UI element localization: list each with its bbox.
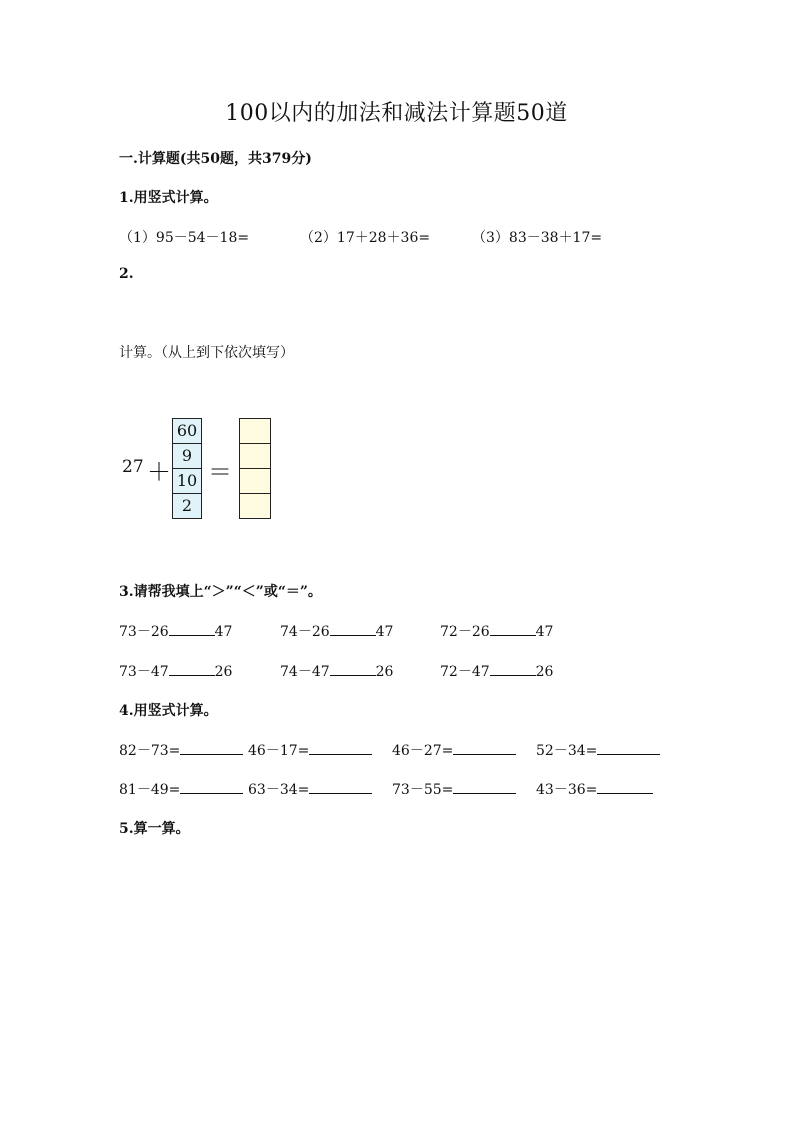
- q1-item: （2）17＋28＋36=: [300, 230, 431, 246]
- calc-expression: 46－17=: [248, 743, 310, 759]
- calc-item: [119, 779, 243, 799]
- q2-instruction: 计算。（从上到下依次填写）: [119, 345, 294, 361]
- compare-right: 26: [375, 664, 394, 680]
- plus-sign: ＋: [147, 458, 171, 486]
- compare-left: 74－26: [280, 624, 330, 640]
- q2-label: 2.: [119, 266, 134, 282]
- compare-right: 47: [535, 624, 554, 640]
- compare-blank[interactable]: [490, 662, 536, 676]
- calc-expression: 52－34=: [536, 743, 598, 759]
- section-header: 一.计算题(共50题，共379分): [119, 151, 312, 167]
- compare-right: 26: [535, 664, 554, 680]
- compare-item: [280, 661, 393, 681]
- calc-item: [392, 740, 516, 760]
- calc-expression: 46－27=: [392, 743, 454, 759]
- answer-blank[interactable]: [309, 780, 372, 794]
- calc-expression: 81－49=: [119, 782, 181, 798]
- answer-blank[interactable]: [597, 780, 653, 794]
- answer-column: [239, 418, 271, 519]
- compare-right: 47: [375, 624, 394, 640]
- calc-expression: 73－55=: [392, 782, 454, 798]
- compare-left: 72－47: [440, 664, 490, 680]
- value-cell: 10: [173, 469, 201, 494]
- calc-item: [248, 779, 372, 799]
- answer-blank[interactable]: [180, 741, 243, 755]
- answer-blank[interactable]: [180, 780, 243, 794]
- answer-cell[interactable]: [240, 444, 270, 469]
- value-cell: 2: [181, 496, 193, 515]
- q1-item: （1）95－54－18=: [119, 230, 250, 246]
- compare-item: [119, 621, 232, 641]
- answer-blank[interactable]: [453, 780, 516, 794]
- compare-left: 73－26: [119, 624, 169, 640]
- calc-item: [119, 740, 243, 760]
- answer-blank[interactable]: [309, 741, 372, 755]
- equals-sign: ＝: [208, 458, 232, 486]
- answer-cell[interactable]: [240, 494, 270, 518]
- compare-right: 47: [214, 624, 233, 640]
- compare-item: [440, 661, 553, 681]
- compare-blank[interactable]: [169, 622, 215, 636]
- q2-addend: 27: [122, 457, 144, 477]
- compare-right: 26: [214, 664, 233, 680]
- answer-blank[interactable]: [597, 741, 660, 755]
- page-title: 100以内的加法和减法计算题50道: [225, 101, 568, 126]
- compare-blank[interactable]: [330, 662, 376, 676]
- compare-blank[interactable]: [169, 662, 215, 676]
- q4-label: 4.用竖式计算。: [119, 703, 218, 719]
- answer-cell[interactable]: [240, 469, 270, 494]
- calc-expression: 43－36=: [536, 782, 598, 798]
- compare-left: 74－47: [280, 664, 330, 680]
- compare-blank[interactable]: [330, 622, 376, 636]
- q5-label: 5.算一算。: [119, 821, 190, 837]
- compare-blank[interactable]: [490, 622, 536, 636]
- calc-item: [392, 779, 516, 799]
- answer-blank[interactable]: [453, 741, 516, 755]
- q1-label: 1.用竖式计算。: [119, 190, 218, 206]
- compare-item: [280, 621, 393, 641]
- value-cell: 9: [173, 444, 201, 469]
- answer-cell[interactable]: [240, 419, 270, 444]
- compare-left: 73－47: [119, 664, 169, 680]
- calc-item: [248, 740, 372, 760]
- value-column: [172, 418, 202, 519]
- calc-expression: 63－34=: [248, 782, 310, 798]
- compare-item: [440, 621, 553, 641]
- value-cell: 60: [173, 419, 201, 444]
- q1-item: （3）83－38＋17=: [472, 230, 603, 246]
- compare-item: [119, 661, 232, 681]
- calc-item: [536, 779, 653, 799]
- q3-label: 3.请帮我填上“＞”“＜”或“＝”。: [119, 584, 322, 600]
- compare-left: 72－26: [440, 624, 490, 640]
- calc-item: [536, 740, 660, 760]
- calc-expression: 82－73=: [119, 743, 181, 759]
